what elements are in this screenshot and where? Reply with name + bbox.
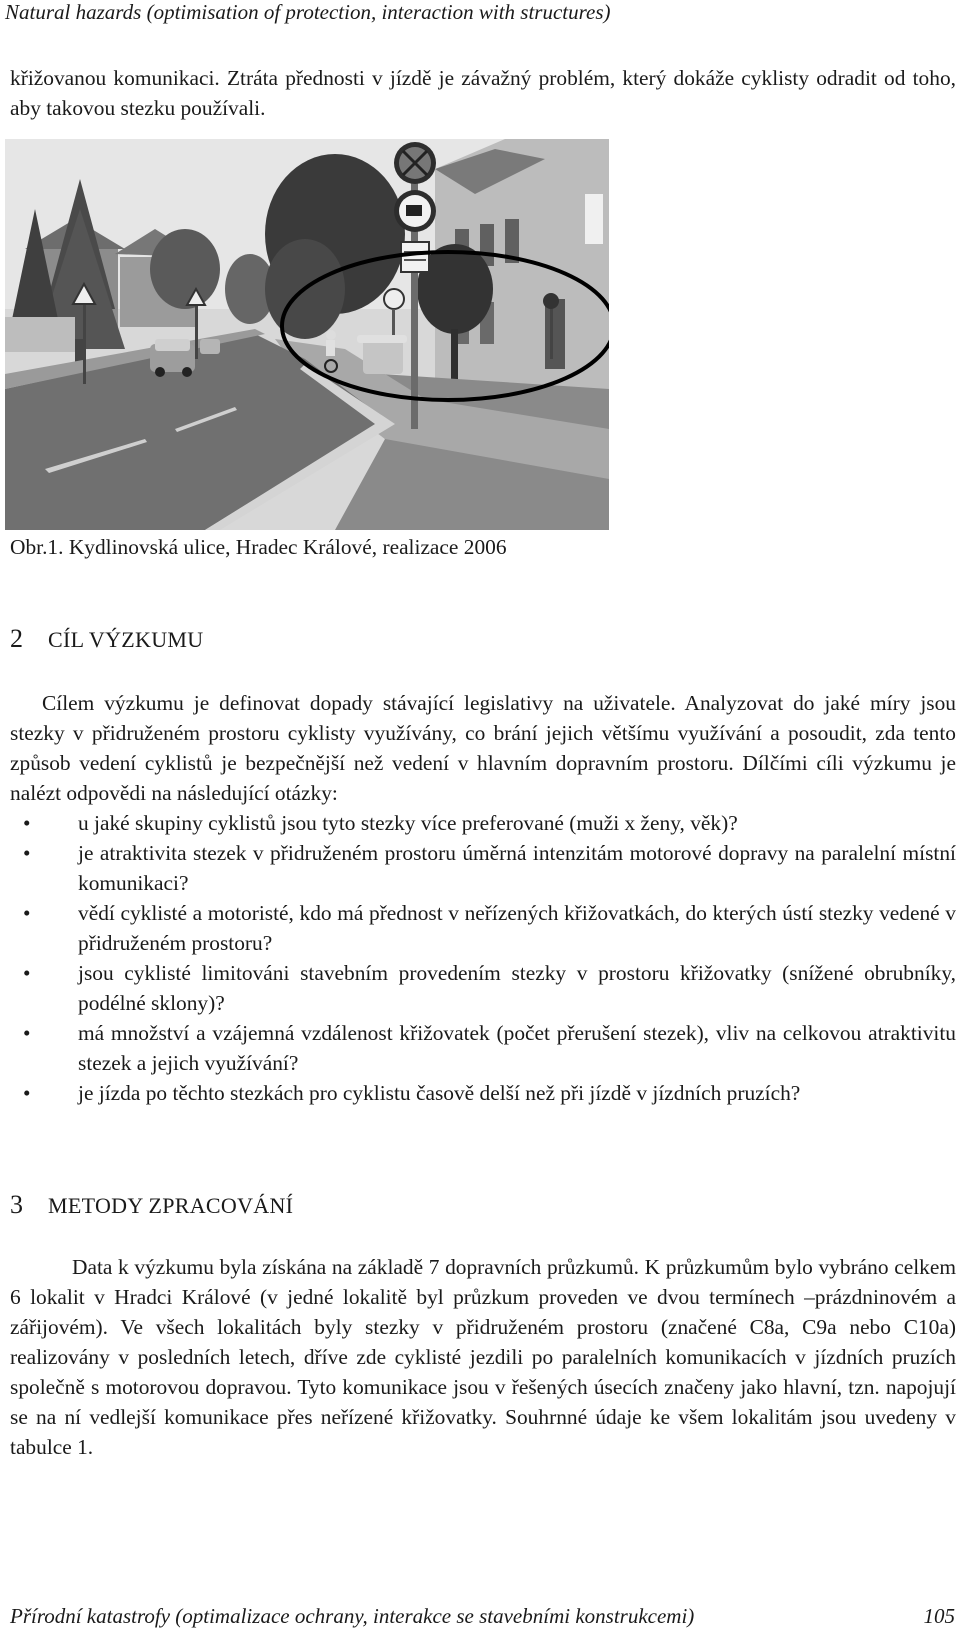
section-3-number: 3: [10, 1190, 24, 1219]
figure-caption: Obr.1. Kydlinovská ulice, Hradec Králové, realizace 2006: [10, 535, 507, 559]
list-item: • jsou cyklisté limitováni stavebním provedením stezky v prostoru křižovatky (snížené obrubníky, podélné sklony)?: [10, 958, 956, 1018]
research-questions-list: [10, 808, 956, 1108]
running-header: Natural hazards (optimisation of protection, interaction with structures): [5, 0, 611, 24]
list-item: • u jaké skupiny cyklistů jsou tyto stezky více preferované (muži x ženy, věk)?: [10, 808, 956, 838]
section-3-paragraph: Data k výzkumu byla získána na základě 7 dopravních průzkumů. K průzkumům bylo vybráno celkem 6 lokalit v Hradci Králové (v jedné lokalitě byl průzkum proveden ve dvou termínech –prázdninovém a zářijovém). Ve všech lokalitách byly stezky v přidruženém prostoru (značené C8a, C9a nebo C10a) realizovány v posledních letech, dříve zde cyklisté jezdili po paralelních komunikacích v jízdních pruzích společně s motorovou dopravou. Tyto komunikace jsou v řešených úsecích značeny jako hlavní, tzn. napojují se na ní vedlejší komunikace přes neřízené křižovatky. Souhrnné údaje ke všem lokalitám jsou uvedeny v tabulce 1.: [10, 1255, 956, 1459]
page-number: 105: [923, 1604, 955, 1628]
list-item: • je atraktivita stezek v přidruženém prostoru úměrná intenzitám motorové dopravy na paralelní místní komunikaci?: [10, 838, 956, 898]
section-2-number: 2: [10, 624, 24, 653]
list-item: • vědí cyklisté a motoristé, kdo má přednost v neřízených křižovatkách, do kterých ústí stezky vedené v přidruženém prostoru?: [10, 898, 956, 958]
section-2-paragraph: Cílem výzkumu je definovat dopady stávající legislativy na uživatele. Analyzovat do jaké míry jsou stezky v přidruženém prostoru cyklisty využívány, co brání jejich většímu využívání a posoudit, zda tento způsob vedení cyklistů je bezpečnější než vedení v hlavním dopravním prostoru. Dílčími cíli výzkumu je nalézt odpovědi na následující otázky:: [10, 691, 956, 805]
section-3-body: [10, 1252, 956, 1462]
section-2-body: [10, 688, 956, 1108]
list-item: • je jízda po těchto stezkách pro cyklistu časově delší než při jízdě v jízdních pruzích?: [10, 1078, 956, 1108]
street-photo-illustration: [5, 139, 609, 530]
street-photo: [5, 139, 609, 530]
section-2-title: CÍL VÝZKUMU: [48, 627, 204, 652]
section-3-heading: [10, 1190, 293, 1220]
running-footer: Přírodní katastrofy (optimalizace ochrany, interakce se stavebními konstrukcemi): [10, 1604, 695, 1628]
section-3-title: METODY ZPRACOVÁNÍ: [48, 1193, 294, 1218]
intro-paragraph: křižovanou komunikaci. Ztráta přednosti v jízdě je závažný problém, který dokáže cyklisty odradit od toho, aby takovou stezku používali.: [10, 66, 956, 120]
section-2-heading: [10, 624, 203, 654]
list-item: • má množství a vzájemná vzdálenost křižovatek (počet přerušení stezek), vliv na celkovou atraktivitu stezek a jejich využívání?: [10, 1018, 956, 1078]
